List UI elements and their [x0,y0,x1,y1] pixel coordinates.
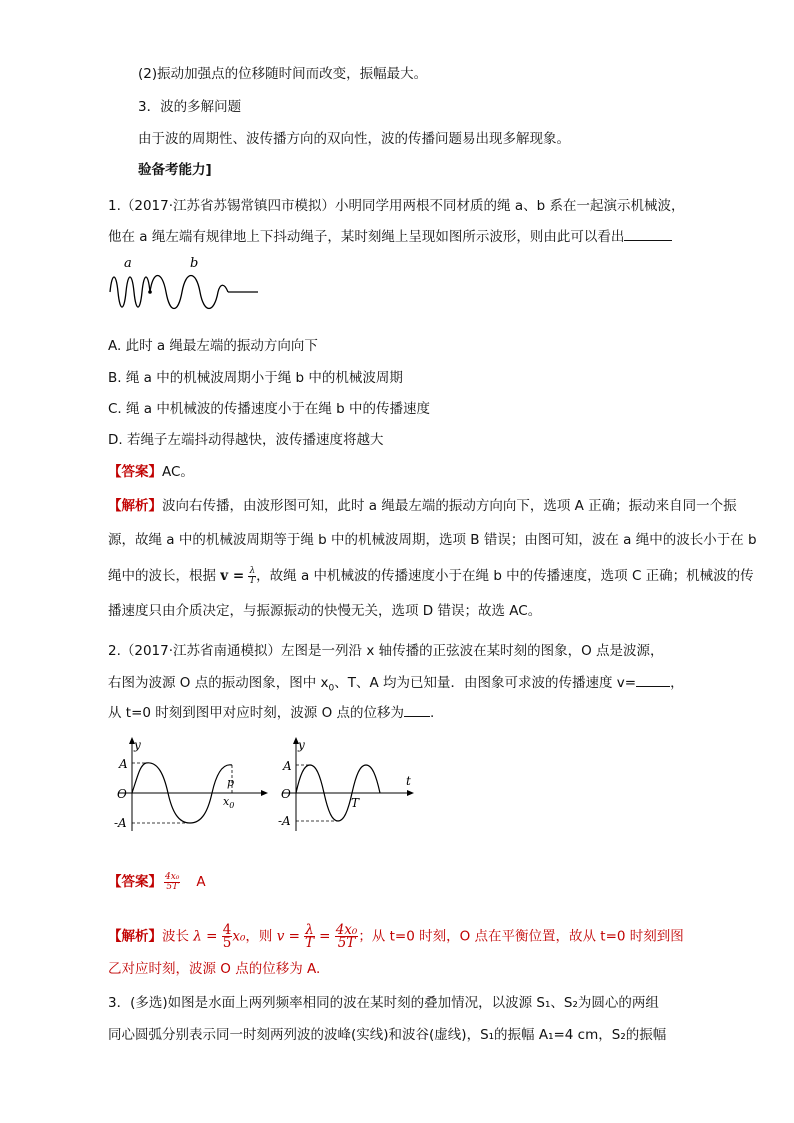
neg-amplitude-label: -A [278,814,291,828]
equals-sign: = [319,928,331,945]
point-p-label: p [227,776,235,789]
section-heading: 验备考能力] [138,162,212,178]
lambda-symbol: λ = [193,928,218,945]
q2-answer [108,872,206,892]
y-axis-label: y [134,738,141,752]
velocity-symbol: v = [220,568,245,584]
intro-paragraph-2: 3．波的多解问题 [138,99,242,115]
q1-option-d: D. 若绳子左端抖动得越快，波传播速度将越大 [108,432,384,448]
rope-label-a: a [124,256,132,271]
q2-answer-fraction [164,873,180,892]
q1-analysis-text3b: ，故绳 a 中机械波的传播速度小于在绳 b 中的传播速度，选项 C 正确；机械波的传 [256,568,754,584]
analysis-tag: 【解析】 [108,498,162,514]
rope-a-wave [110,277,150,307]
x-axis-arrow [261,790,268,796]
q1-analysis-text1: 波向右传播，由波形图可知，此时 a 绳最左端的振动方向向下，选项 A 正确；振动来自同一个振 [162,498,737,514]
four-fifths-fraction [222,924,233,949]
q1-analysis-line1 [108,496,737,516]
q1-answer-blank [624,226,672,241]
q2-stem-text2c: ， [670,675,684,691]
q1-option-c: C. 绳 a 中机械波的传播速度小于在绳 b 中的传播速度 [108,401,431,417]
q2-analysis-text1a: 波长 [162,928,189,945]
amplitude-label: A [119,757,128,771]
q1-stem-line2 [108,226,672,247]
q2-stem-text3: 从 t=0 时刻到图甲对应时刻，波源 O 点的位移为 [108,705,404,721]
answer-tag: 【答案】 [108,874,162,890]
velocity-symbol: v = [276,928,300,945]
q2-stem-line2 [108,672,684,699]
q1-analysis-text3a: 绳中的波长，根据 [108,568,216,584]
q2-stem-text2b: 、T、A 均为已知量．由图象可求波的传播速度 v= [334,675,637,691]
q1-option-a: A. 此时 a 绳最左端的振动方向向下 [108,338,318,354]
period-label: T [351,796,360,810]
q2-stem-text3-end: . [429,705,435,721]
q3-stem-line1: 3．(多选)如图是水面上两列频率相同的波在某时刻的叠加情况，以波源 S₁、S₂为圆心的两组 [108,995,659,1011]
origin-label: O [281,787,291,801]
lambda-over-t-fraction [304,924,315,949]
amplitude-label: A [283,759,292,773]
q2-stem-line3 [108,702,434,723]
velocity-result-fraction [335,924,359,949]
rope-junction-point [148,290,152,294]
x0-label [223,795,234,810]
fraction-denominator: 5T [166,881,179,892]
q1-rope-wave-figure [104,252,264,322]
fraction-denominator: 5T [337,935,356,951]
fraction-numerator: 4x₀ [165,871,180,882]
q1-option-b: B. 绳 a 中的机械波周期小于绳 b 中的机械波周期 [108,370,403,386]
fraction-numerator: 4x₀ [335,922,358,938]
answer-tag: 【答案】 [108,464,162,480]
fraction-numerator: 4 [222,922,232,938]
y-axis-label: y [298,738,305,752]
q3-stem-line2: 同心圆弧分别表示同一时刻两列波的波峰(实线)和波谷(虚线)，S₁的振幅 A₁=4 cm，S₂的振幅 [108,1027,667,1043]
q1-analysis-line2: 源，故绳 a 中的机械波周期等于绳 b 中的机械波周期，选项 B 错误；由图可知，波在 a 绳中的波长小于在 b [108,532,757,548]
q1-stem-text: 他在 a 绳左端有规律地上下抖动绳子，某时刻绳上呈现如图所示波形，则由此可以看出 [108,229,625,245]
q1-analysis-line3 [108,566,754,586]
q1-stem-line1: 1.（2017·江苏省苏锡常镇四市模拟）小明同学用两根不同材质的绳 a、b 系在一起演示机械波， [108,198,685,214]
neg-amplitude-label: -A [114,816,127,830]
fraction-numerator: λ [249,565,256,576]
q1-answer [108,462,194,482]
q2-displacement-blank [404,702,430,717]
intro-paragraph-3: 由于波的周期性、波传播方向的双向性，波的传播问题易出现多解现象。 [138,131,570,147]
q1-analysis-line4: 播速度只由介质决定，与振源振动的快慢无关，选项 D 错误；故选 AC。 [108,603,542,619]
q2-vibration-graph [278,735,418,835]
q2-velocity-blank [636,672,670,687]
t-axis-arrow [407,790,414,796]
rope-label-b: b [190,256,199,271]
t-axis-label: t [406,774,411,788]
q1-answer-value: AC。 [162,464,194,480]
analysis-tag: 【解析】 [108,928,162,945]
fraction-denominator: T [304,935,314,951]
q2-stem-text2a: 右图为波源 O 点的振动图象，图中 x [108,675,329,691]
fraction-denominator: 5 [222,935,232,951]
rope-b-wave [150,276,228,309]
x0-symbol: x [223,795,230,808]
q1-velocity-fraction [248,567,256,586]
fraction-numerator: λ [305,922,314,938]
x0-subscript: 0 [229,801,235,810]
q2-answer-amplitude: A [196,874,206,890]
origin-label: O [117,787,127,801]
q2-analysis-text1c: ；从 t=0 时刻，O 点在平衡位置，故从 t=0 时刻到图 [358,928,684,945]
q2-analysis-text1b: ，则 [245,928,273,945]
intro-paragraph-1: (2)振动加强点的位移随时间而改变，振幅最大。 [138,66,428,82]
q2-stem-line1: 2.（2017·江苏省南通模拟）左图是一列沿 x 轴传播的正弦波在某时刻的图象，O 点是波源， [108,643,664,659]
fraction-denominator: T [249,575,256,586]
x0-symbol: x₀ [232,928,246,945]
q2-analysis-line2: 乙对应时刻，波源 O 点的位移为 A. [108,961,321,977]
q2-stem-subscript: 0 [328,683,335,694]
q2-wave-graph [110,735,270,835]
q2-analysis-line1 [108,924,684,949]
